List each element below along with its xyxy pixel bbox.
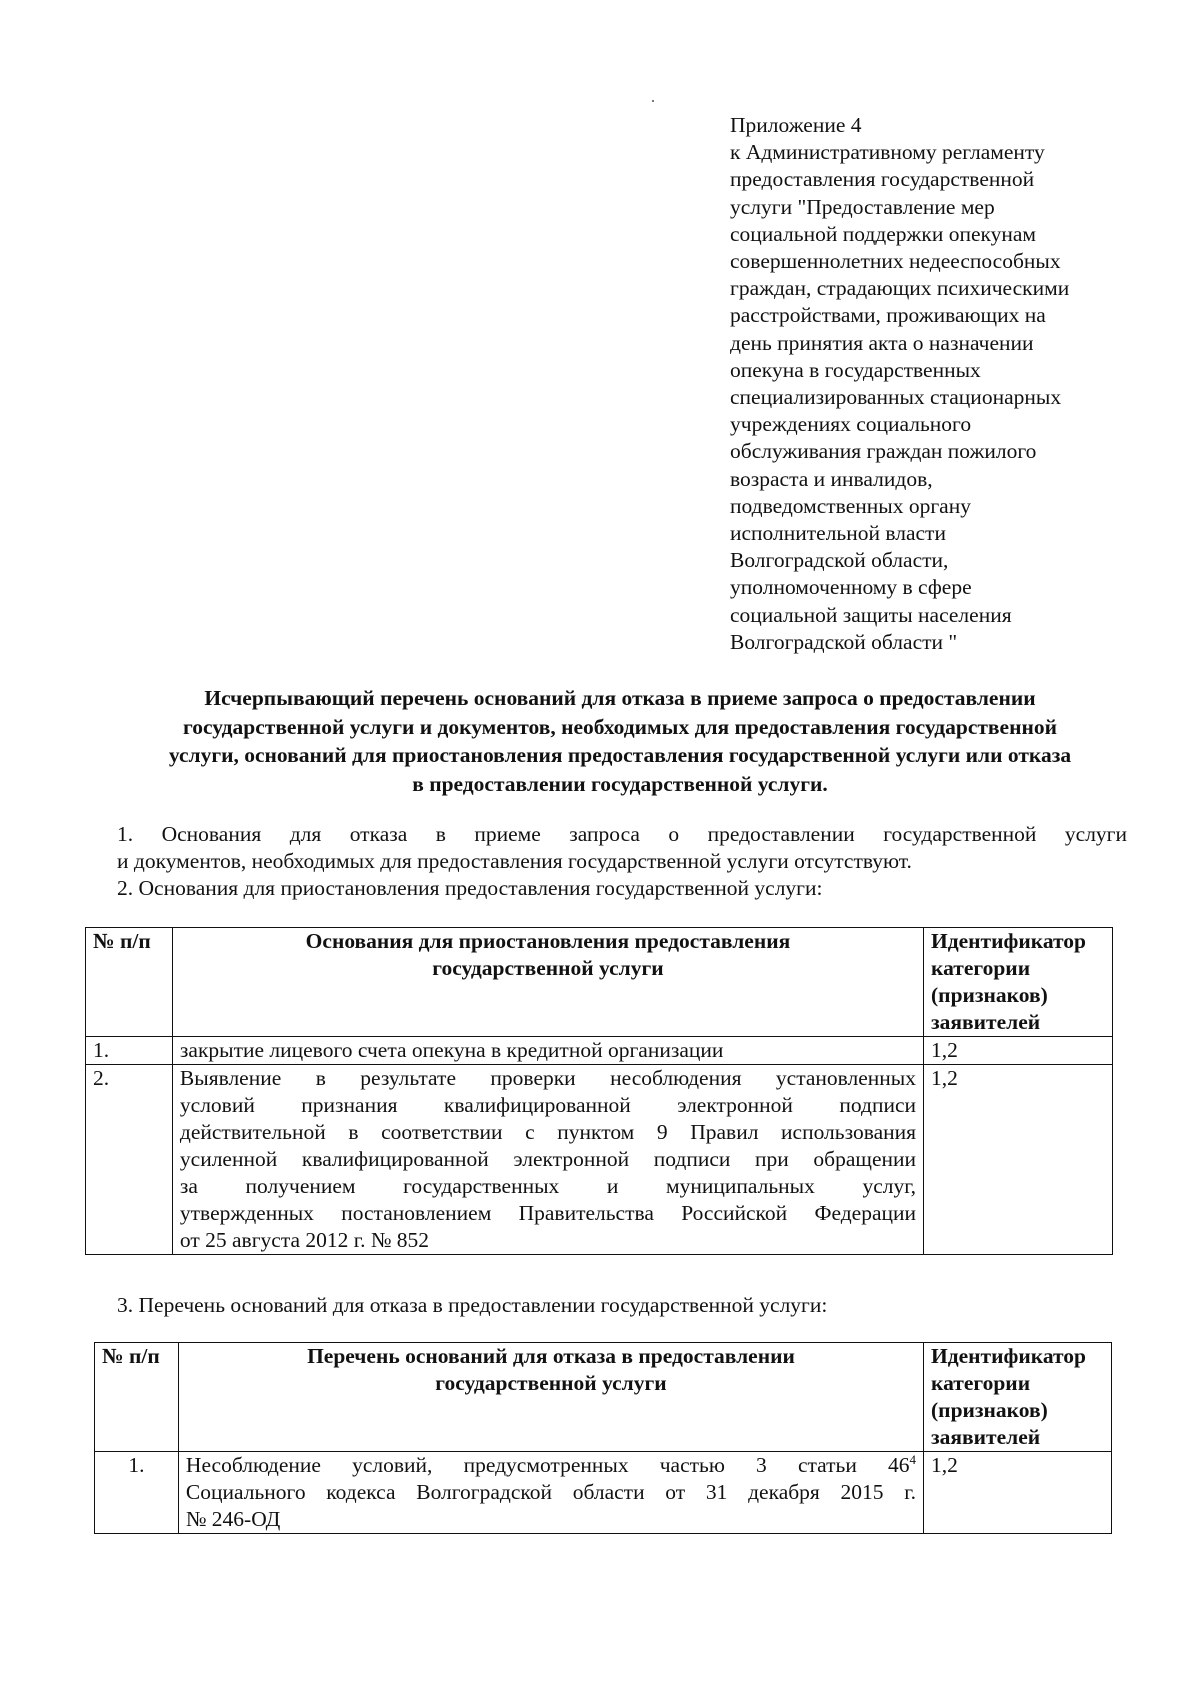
superscript: 4 (909, 1451, 917, 1467)
appendix-line: Волгоградской области " (730, 629, 958, 654)
appendix-header (730, 112, 1150, 656)
appendix-line: возраста и инвалидов, (730, 466, 933, 491)
appendix-line: Волгоградской области, (730, 548, 949, 573)
table-row (86, 1065, 1113, 1255)
row-identifier: 1,2 (924, 1065, 1113, 1255)
header-identifier-line: (признаков) (931, 983, 1048, 1007)
header-identifier-line: заявителей (931, 1010, 1041, 1034)
appendix-line: граждан, страдающих психическими (730, 276, 1070, 301)
header-identifier (924, 1343, 1112, 1452)
row-basis-line: утвержденных постановлением Правительства Российской Федерации (179, 1201, 917, 1225)
row-basis: закрытие лицевого счета опекуна в кредитной организации (172, 1037, 923, 1065)
row-basis-line: действительной в соответствии с пунктом 9 Правил использования (179, 1120, 917, 1144)
appendix-line: подведомственных органу (730, 493, 971, 518)
document-title (110, 684, 1130, 798)
section-1-line-1: 1. Основания для отказа в приеме запроса о предоставлении государственной услуги (117, 822, 1127, 846)
table-header-row (86, 928, 1113, 1037)
table-row (95, 1452, 1112, 1534)
suspension-grounds-table (85, 927, 1113, 1255)
row-basis (178, 1452, 923, 1534)
header-basis-line: государственной услуги (432, 956, 664, 980)
header-basis-line: Перечень оснований для отказа в предоставлении (307, 1344, 795, 1368)
header-number: № п/п (95, 1343, 179, 1452)
appendix-line: социальной защиты населения (730, 602, 1012, 627)
header-basis-line: Основания для приостановления предоставления (305, 929, 791, 953)
appendix-line: опекуна в государственных (730, 357, 981, 382)
appendix-line: совершеннолетних недееспособных (730, 249, 1061, 274)
refusal-grounds-table (94, 1342, 1112, 1534)
header-basis (178, 1343, 923, 1452)
header-identifier-line: Идентификатор (931, 1344, 1086, 1368)
appendix-line: расстройствами, проживающих на (730, 303, 1046, 328)
row-basis-line: усиленной квалифицированной электронной подписи при обращении (179, 1147, 917, 1171)
appendix-line: предоставления государственной (730, 167, 1035, 192)
appendix-line: социальной поддержки опекунам (730, 221, 1037, 246)
appendix-line: услуги "Предоставление мер (730, 194, 995, 219)
appendix-line: обслуживания граждан пожилого (730, 439, 1037, 464)
row-basis-text: Несоблюдение условий, предусмотренных частью 3 статьи 46 (185, 1453, 910, 1477)
title-line: Исчерпывающий перечень оснований для отказа в приеме запроса о предоставлении (204, 686, 1036, 710)
row-number: 2. (86, 1065, 173, 1255)
row-basis-line: от 25 августа 2012 г. № 852 (179, 1228, 430, 1252)
header-identifier-line: Идентификатор (931, 929, 1086, 953)
scan-speck (652, 100, 654, 102)
row-basis-line: условий признания квалифицированной электронной подписи (179, 1093, 917, 1117)
header-identifier-line: заявителей (931, 1425, 1041, 1449)
row-basis-line: № 246-ОД (185, 1507, 281, 1531)
appendix-line: специализированных стационарных (730, 385, 1062, 410)
section-3-heading: 3. Перечень оснований для отказа в предоставлении государственной услуги: (117, 1293, 828, 1317)
row-number: 1. (86, 1037, 173, 1065)
row-identifier: 1,2 (924, 1037, 1113, 1065)
header-identifier-line: (признаков) (931, 1398, 1048, 1422)
appendix-line: к Административному регламенту (730, 140, 1045, 165)
row-basis (172, 1065, 923, 1255)
header-identifier-line: категории (931, 1371, 1031, 1395)
row-identifier: 1,2 (924, 1452, 1112, 1534)
title-line: в предоставлении государственной услуги. (412, 771, 828, 796)
appendix-line: день принятия акта о назначении (730, 330, 1034, 355)
title-line: услуги, оснований для приостановления предоставления государственной услуги или отказа (168, 743, 1072, 767)
appendix-line: уполномоченному в сфере (730, 575, 972, 600)
header-identifier (924, 928, 1113, 1037)
appendix-line: учреждениях социального (730, 412, 972, 437)
section-2-heading: 2. Основания для приостановления предоставления государственной услуги: (117, 876, 823, 900)
table-row (86, 1037, 1113, 1065)
row-basis-line (186, 1452, 916, 1479)
row-basis-line: Социального кодекса Волгоградской области от 31 декабря 2015 г. (185, 1480, 917, 1504)
title-line: государственной услуги и документов, необходимых для предоставления государственной (183, 714, 1057, 739)
row-number: 1. (95, 1452, 179, 1534)
row-basis-line: Выявление в результате проверки несоблюдения установленных (179, 1066, 917, 1090)
appendix-line: исполнительной власти (730, 521, 946, 546)
section-1-line-2: и документов, необходимых для предоставления государственной услуги отсутствуют. (117, 849, 912, 873)
header-basis (172, 928, 923, 1037)
header-identifier-line: категории (931, 956, 1031, 980)
appendix-line: Приложение 4 (730, 113, 862, 137)
row-basis-line: за получением государственных и муниципальных услуг, (179, 1174, 917, 1198)
table-header-row (95, 1343, 1112, 1452)
header-basis-line: государственной услуги (435, 1371, 667, 1395)
header-number: № п/п (86, 928, 173, 1037)
